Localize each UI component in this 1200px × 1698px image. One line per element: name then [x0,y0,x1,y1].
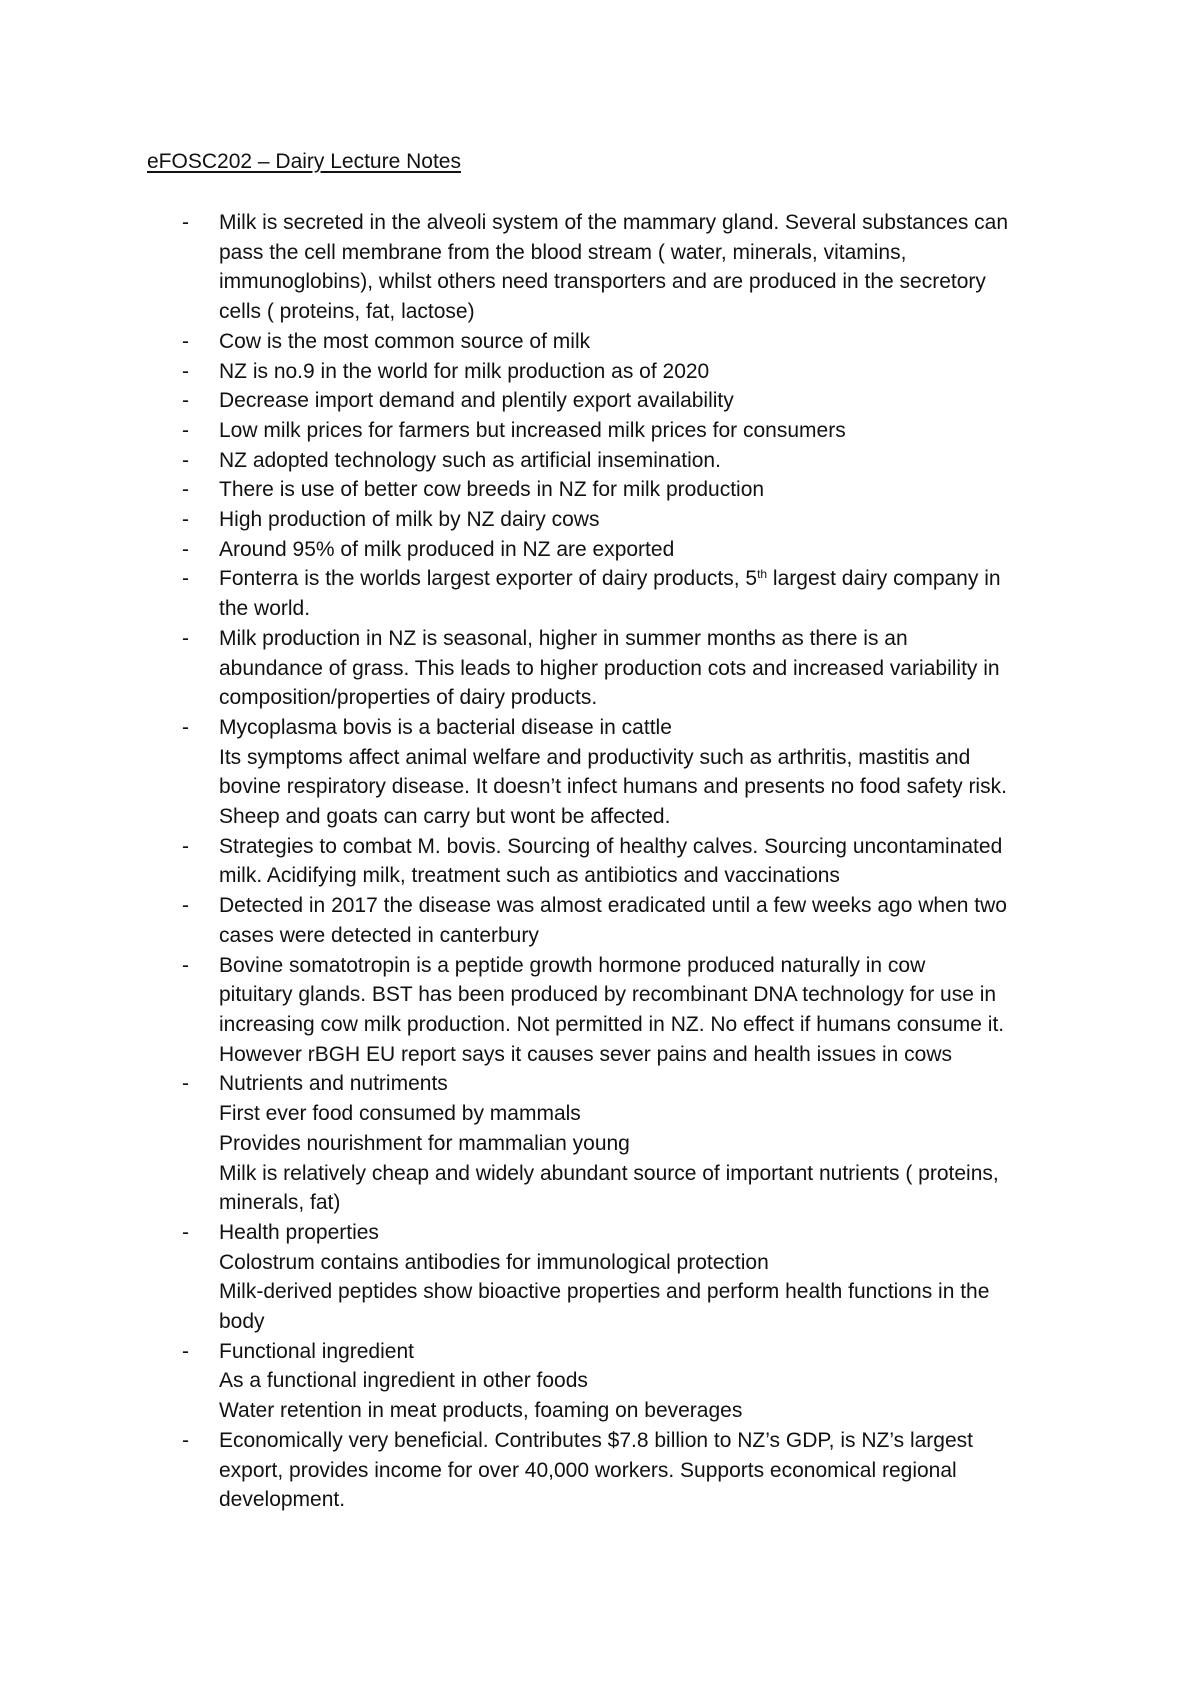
note-item [182,535,1072,565]
note-text: cells ( proteins, fat, lactose) [219,300,475,324]
note-text: Milk production in NZ is seasonal, higher in summer months as there is an [219,626,908,650]
note-item [182,891,1072,950]
note-item [182,475,1072,505]
note-line [219,1426,1072,1456]
note-line [219,327,1072,357]
note-text: Functional ingredient [219,1339,414,1363]
note-item [182,208,1072,327]
bullet-dash: - [182,418,189,442]
note-line [219,832,1072,862]
note-text: Cow is the most common source of milk [219,329,591,353]
note-item [182,1426,1072,1515]
bullet-dash: - [182,1428,189,1452]
note-text: Fonterra is the worlds largest exporter of dairy products, 5 [219,567,758,591]
note-line [219,475,1072,505]
note-line [219,416,1072,446]
note-text: body [219,1310,265,1334]
note-item [182,505,1072,535]
note-line [219,535,1072,565]
bullet-dash: - [182,448,189,472]
note-text: Milk is relatively cheap and widely abundant source of important nutrients ( proteins, [219,1161,999,1185]
note-line [219,802,1072,832]
note-line [219,1188,1072,1218]
note-text: Its symptoms affect animal welfare and productivity such as arthritis, mastitis and [219,745,971,769]
note-text: pituitary glands. BST has been produced by recombinant DNA technology for use in [219,983,997,1007]
note-text: Sheep and goats can carry but wont be affected. [219,805,671,829]
bullet-dash: - [182,211,189,234]
note-text: Health properties [219,1220,379,1244]
document-title: eFOSC202 – Dairy Lecture Notes [147,150,461,173]
note-line [219,386,1072,416]
bullet-dash: - [182,329,189,353]
note-text: First ever food consumed by mammals [219,1102,581,1126]
note-text: Water retention in meat products, foaming on beverages [219,1399,743,1423]
bullet-dash: - [182,626,189,650]
note-line [219,594,1072,624]
note-line [219,743,1072,773]
note-line [219,1456,1072,1486]
note-line [219,505,1072,535]
lecture-notes-list [182,208,1072,1515]
note-item [182,951,1072,1070]
note-item [182,446,1072,476]
note-text: immunoglobins), whilst others need transporters and are produced in the secretory [219,270,986,294]
note-line [219,1010,1072,1040]
note-text: pass the cell membrane from the blood stream ( water, minerals, vitamins, [219,240,907,264]
note-line [219,624,1072,654]
bullet-dash: - [182,1339,189,1363]
note-text: Nutrients and nutriments [219,1072,448,1096]
note-text: Around 95% of milk produced in NZ are exported [219,537,675,561]
note-line [219,446,1072,476]
note-item [182,327,1072,357]
bullet-dash: - [182,715,189,739]
bullet-dash: - [182,537,189,561]
note-text: High production of milk by NZ dairy cows [219,508,600,532]
bullet-dash: - [182,894,189,918]
note-text: Colostrum contains antibodies for immunological protection [219,1250,769,1274]
note-line [219,1040,1072,1070]
note-text: Milk-derived peptides show bioactive properties and perform health functions in the [219,1280,990,1304]
note-line [219,921,1072,951]
note-item [182,564,1072,623]
note-text: There is use of better cow breeds in NZ for milk production [219,478,765,502]
note-item [182,832,1072,891]
note-line [219,1485,1072,1515]
note-line [219,1366,1072,1396]
note-line [219,1099,1072,1129]
note-text: NZ adopted technology such as artificial insemination. [219,448,721,472]
note-line [219,297,1072,327]
note-line [219,564,1072,594]
note-item [182,624,1072,713]
note-line [219,951,1072,981]
note-text: minerals, fat) [219,1191,341,1215]
note-text: Bovine somatotropin is a peptide growth hormone produced naturally in cow [219,953,926,977]
note-text: bovine respiratory disease. It doesn’t infect humans and presents no food safety risk. [219,775,1007,799]
note-text: export, provides income for over 40,000 workers. Supports economical regional [219,1458,957,1482]
note-text: Low milk prices for farmers but increased milk prices for consumers [219,418,846,442]
note-text: abundance of grass. This leads to higher production cots and increased variability in [219,656,1000,680]
note-text: composition/properties of dairy products. [219,686,598,710]
note-text: Mycoplasma bovis is a bacterial disease in cattle [219,715,672,739]
note-line [219,713,1072,743]
note-text: NZ is no.9 in the world for milk production as of 2020 [219,359,710,383]
note-line [219,861,1072,891]
note-text: Decrease import demand and plentily export availability [219,389,734,413]
note-text: cases were detected in canterbury [219,923,539,947]
note-line [219,1129,1072,1159]
ordinal-superscript: th [757,567,768,582]
note-line [219,654,1072,684]
note-item [182,1218,1072,1337]
bullet-dash: - [182,478,189,502]
note-line [219,1307,1072,1337]
note-line [219,1277,1072,1307]
note-text: Strategies to combat M. bovis. Sourcing of healthy calves. Sourcing uncontaminated [219,834,1003,858]
note-item [182,1069,1072,1218]
note-line [219,208,1072,238]
bullet-dash: - [182,359,189,383]
note-text: Economically very beneficial. Contributes $7.8 billion to NZ’s GDP, is NZ’s largest [219,1428,973,1452]
note-line [219,238,1072,268]
note-text-continued: largest dairy company in [767,567,1001,591]
bullet-dash: - [182,508,189,532]
note-item [182,416,1072,446]
bullet-dash: - [182,389,189,413]
note-item [182,713,1072,832]
note-item [182,386,1072,416]
note-item [182,1337,1072,1426]
bullet-dash: - [182,953,189,977]
note-text: milk. Acidifying milk, treatment such as antibiotics and vaccinations [219,864,840,888]
bullet-dash: - [182,1220,189,1244]
bullet-dash: - [182,1072,189,1096]
note-line [219,891,1072,921]
note-line [219,980,1072,1010]
note-line [219,1337,1072,1367]
note-text: development. [219,1488,346,1512]
note-text: Detected in 2017 the disease was almost eradicated until a few weeks ago when two [219,894,1007,918]
note-text: the world. [219,597,311,621]
note-text: Provides nourishment for mammalian young [219,1131,630,1155]
note-line [219,772,1072,802]
note-text: However rBGH EU report says it causes sever pains and health issues in cows [219,1042,952,1066]
bullet-dash: - [182,834,189,858]
note-line [219,357,1072,387]
note-line [219,1159,1072,1189]
note-line [219,1069,1072,1099]
note-line [219,1396,1072,1426]
bullet-dash: - [182,567,189,591]
note-line [219,683,1072,713]
note-item [182,357,1072,387]
note-text: Milk is secreted in the alveoli system of the mammary gland. Several substances can [219,211,1009,234]
note-text: increasing cow milk production. Not permitted in NZ. No effect if humans consume it. [219,1012,1005,1036]
note-line [219,1218,1072,1248]
note-line [219,1248,1072,1278]
note-text: As a functional ingredient in other foods [219,1369,588,1393]
note-line [219,267,1072,297]
